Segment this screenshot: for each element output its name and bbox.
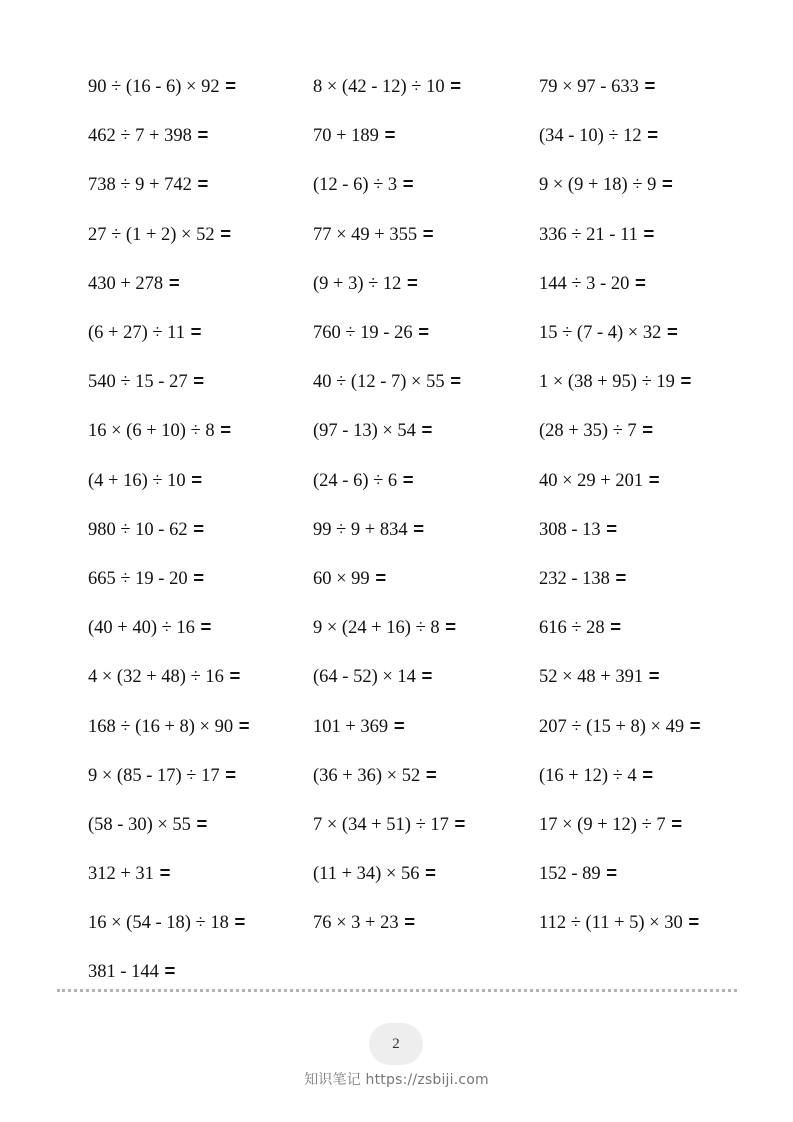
equals-sign: =: [402, 173, 414, 195]
problem-expression: 980 ÷ 10 - 62: [88, 519, 188, 540]
equals-sign: =: [445, 616, 457, 638]
math-problem: [88, 806, 313, 843]
math-problem: [88, 708, 313, 745]
problem-expression: 16 × (6 + 10) ÷ 8: [88, 421, 215, 442]
math-problem: [88, 216, 313, 253]
math-problem: [88, 855, 313, 892]
equals-sign: =: [404, 911, 416, 933]
equals-sign: =: [666, 321, 678, 343]
math-problem: [539, 166, 738, 203]
math-problem: [88, 166, 313, 203]
equals-sign: =: [418, 321, 430, 343]
problem-expression: 336 ÷ 21 - 11: [539, 224, 638, 245]
equals-sign: =: [644, 75, 656, 97]
math-problem: [313, 904, 539, 941]
equals-sign: =: [421, 419, 433, 441]
math-problem: [313, 560, 539, 597]
footer-watermark: 知识笔记 https://zsbiji.com: [304, 1072, 489, 1088]
problem-expression: 77 × 49 + 355: [313, 224, 418, 245]
problem-expression: 308 - 13: [539, 519, 601, 540]
math-problem: [88, 658, 313, 695]
problem-expression: (58 - 30) × 55: [88, 814, 191, 835]
math-problem: [313, 166, 539, 203]
math-problem: [313, 462, 539, 499]
equals-sign: =: [647, 124, 659, 146]
problem-expression: 70 + 189: [313, 126, 379, 147]
problem-expression: 540 ÷ 15 - 27: [88, 372, 188, 393]
problem-expression: 665 ÷ 19 - 20: [88, 568, 188, 589]
equals-sign: =: [220, 419, 232, 441]
problem-expression: (34 - 10) ÷ 12: [539, 126, 642, 147]
problem-expression: 207 ÷ (15 + 8) × 49: [539, 716, 685, 737]
problem-expression: 99 ÷ 9 + 834: [313, 519, 408, 540]
equals-sign: =: [159, 862, 171, 884]
problem-expression: 9 × (85 - 17) ÷ 17: [88, 765, 220, 786]
problem-expression: 462 ÷ 7 + 398: [88, 126, 192, 147]
math-problem: [88, 560, 313, 597]
problem-expression: 168 ÷ (16 + 8) × 90: [88, 716, 234, 737]
math-problem: [539, 658, 738, 695]
equals-sign: =: [197, 173, 209, 195]
math-problem: [539, 757, 738, 794]
equals-sign: =: [196, 812, 208, 834]
equals-sign: =: [393, 714, 405, 736]
equals-sign: =: [642, 419, 654, 441]
problem-expression: 76 × 3 + 23: [313, 913, 399, 934]
math-problem: [539, 314, 738, 351]
math-problem: [313, 806, 539, 843]
equals-sign: =: [238, 714, 250, 736]
equals-sign: =: [671, 812, 683, 834]
problem-expression: 40 × 29 + 201: [539, 470, 644, 491]
math-problem: [313, 117, 539, 154]
problem-expression: 40 ÷ (12 - 7) × 55: [313, 372, 445, 393]
equals-sign: =: [407, 271, 418, 293]
problem-expression: 144 ÷ 3 - 20: [539, 273, 630, 294]
equals-sign: =: [384, 124, 396, 146]
equals-sign: =: [225, 763, 237, 785]
math-problem: [313, 609, 539, 646]
problem-expression: (28 + 35) ÷ 7: [539, 421, 637, 442]
equals-sign: =: [421, 665, 433, 687]
math-problem: [88, 412, 313, 449]
math-problem: [88, 757, 313, 794]
math-problem: [88, 314, 313, 351]
equals-sign: =: [234, 911, 246, 933]
math-problem: [539, 855, 738, 892]
problem-expression: 9 × (24 + 16) ÷ 8: [313, 618, 440, 639]
problem-expression: 381 - 144: [88, 962, 159, 983]
math-problem: [539, 265, 738, 302]
problem-expression: 27 ÷ (1 + 2) × 52: [88, 224, 215, 245]
equals-sign: =: [450, 75, 462, 97]
equals-sign: =: [615, 566, 627, 588]
math-problem: [539, 806, 738, 843]
math-problem: [313, 265, 539, 302]
equals-sign: =: [193, 517, 205, 539]
math-problem: [313, 708, 539, 745]
problem-expression: (9 + 3) ÷ 12: [313, 273, 402, 294]
math-problem: [88, 904, 313, 941]
equals-sign: =: [606, 862, 618, 884]
equals-sign: =: [688, 911, 700, 933]
math-problem: [313, 757, 539, 794]
equals-sign: =: [422, 222, 434, 244]
page-number-badge: [369, 1023, 423, 1065]
math-problem: [539, 363, 738, 400]
math-problem: [539, 511, 738, 548]
problem-expression: 760 ÷ 19 - 26: [313, 323, 413, 344]
problem-expression: 16 × (54 - 18) ÷ 18: [88, 913, 229, 934]
problem-expression: 8 × (42 - 12) ÷ 10: [313, 77, 445, 98]
equals-sign: =: [191, 468, 203, 490]
math-problem: [313, 216, 539, 253]
problem-expression: 60 × 99: [313, 568, 370, 589]
equals-sign: =: [610, 616, 622, 638]
problem-expression: (36 + 36) × 52: [313, 765, 421, 786]
math-problem: [539, 609, 738, 646]
math-problem: [88, 68, 313, 105]
math-problem: [539, 68, 738, 105]
equals-sign: =: [229, 665, 241, 687]
equals-sign: =: [454, 812, 466, 834]
equals-sign: =: [197, 124, 209, 146]
problem-expression: (24 - 6) ÷ 6: [313, 470, 398, 491]
problem-expression: 430 + 278: [88, 273, 164, 294]
math-problem: [539, 904, 738, 941]
math-problem: [88, 462, 313, 499]
problem-expression: (4 + 16) ÷ 10: [88, 470, 186, 491]
problem-expression: (11 + 34) × 56: [313, 864, 420, 885]
equals-sign: =: [402, 468, 414, 490]
problem-expression: (97 - 13) × 54: [313, 421, 416, 442]
equals-sign: =: [413, 517, 425, 539]
problem-expression: 9 × (9 + 18) ÷ 9: [539, 175, 657, 196]
equals-sign: =: [642, 763, 654, 785]
math-problem: [88, 363, 313, 400]
math-problem: [313, 511, 539, 548]
equals-sign: =: [648, 468, 660, 490]
equals-sign: =: [168, 271, 180, 293]
equals-sign: =: [680, 370, 692, 392]
math-problem: [88, 117, 313, 154]
problem-expression: 101 + 369: [313, 716, 389, 737]
math-problem: [88, 265, 313, 302]
math-problem: [313, 855, 539, 892]
math-problem: [539, 117, 738, 154]
problem-expression: 79 × 97 - 633: [539, 77, 639, 98]
equals-sign: =: [425, 862, 436, 884]
math-problem: [313, 412, 539, 449]
equals-sign: =: [225, 75, 237, 97]
problem-expression: 112 ÷ (11 + 5) × 30: [539, 913, 683, 934]
problem-expression: (64 - 52) × 14: [313, 667, 416, 688]
problem-grid: [88, 62, 738, 997]
dotted-divider: [57, 989, 737, 992]
equals-sign: =: [643, 222, 655, 244]
equals-sign: =: [648, 665, 660, 687]
math-problem: [539, 216, 738, 253]
math-problem: [88, 953, 313, 990]
problem-expression: 152 - 89: [539, 864, 601, 885]
math-problem: [313, 363, 539, 400]
problem-expression: 738 ÷ 9 + 742: [88, 175, 192, 196]
problem-expression: (6 + 27) ÷ 11: [88, 323, 185, 344]
equals-sign: =: [450, 370, 462, 392]
math-problem: [539, 462, 738, 499]
math-problem: [313, 658, 539, 695]
math-problem: [88, 609, 313, 646]
problem-expression: 90 ÷ (16 - 6) × 92: [88, 77, 220, 98]
math-problem: [313, 68, 539, 105]
problem-expression: (12 - 6) ÷ 3: [313, 175, 398, 196]
equals-sign: =: [220, 222, 232, 244]
math-problem: [539, 560, 738, 597]
math-problem: [539, 412, 738, 449]
problem-expression: 7 × (34 + 51) ÷ 17: [313, 814, 449, 835]
equals-sign: =: [661, 173, 673, 195]
problem-expression: 312 + 31: [88, 864, 154, 885]
equals-sign: =: [190, 321, 202, 343]
problem-expression: (40 + 40) ÷ 16: [88, 618, 195, 639]
math-problem: [88, 511, 313, 548]
math-problem: [539, 708, 738, 745]
problem-expression: 17 × (9 + 12) ÷ 7: [539, 814, 666, 835]
problem-expression: (16 + 12) ÷ 4: [539, 765, 637, 786]
equals-sign: =: [689, 714, 701, 736]
equals-sign: =: [425, 763, 437, 785]
problem-expression: 4 × (32 + 48) ÷ 16: [88, 667, 224, 688]
equals-sign: =: [193, 566, 205, 588]
equals-sign: =: [200, 616, 212, 638]
equals-sign: =: [193, 370, 205, 392]
problem-expression: 52 × 48 + 391: [539, 667, 644, 688]
math-problem: [313, 314, 539, 351]
page-number: 2: [392, 1035, 400, 1052]
problem-expression: 15 ÷ (7 - 4) × 32: [539, 323, 662, 344]
equals-sign: =: [375, 566, 387, 588]
problem-expression: 232 - 138: [539, 568, 610, 589]
equals-sign: =: [606, 517, 618, 539]
equals-sign: =: [164, 960, 176, 982]
problem-expression: 1 × (38 + 95) ÷ 19: [539, 372, 675, 393]
problem-expression: 616 ÷ 28: [539, 618, 605, 639]
equals-sign: =: [634, 271, 646, 293]
